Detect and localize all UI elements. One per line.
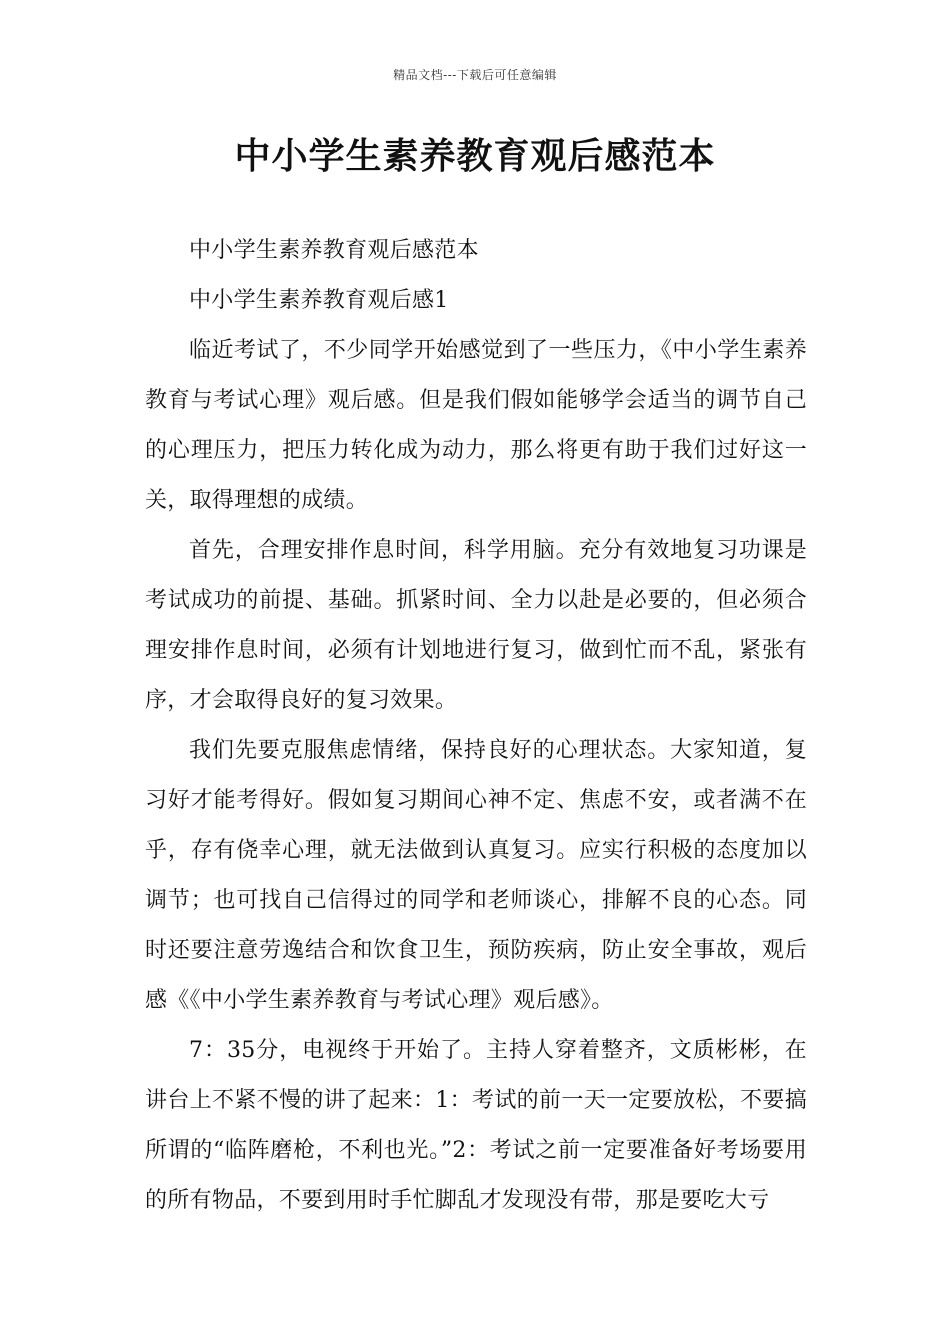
paragraph-section-heading: 中小学生素养教育观后感1 bbox=[189, 288, 449, 313]
paragraph-subtitle: 中小学生素养教育观后感范本 bbox=[189, 238, 479, 263]
header-note: 精品文档---下载后可任意编辑 bbox=[393, 68, 557, 82]
document-title: 中小学生素养教育观后感范本 bbox=[234, 135, 716, 177]
paragraph: 首先，合理安排作息时间，科学用脑。充分有效地复习功课是考试成功的前提、基础。抓紧时间、全力以赴是必要的，但必须合理安排作息时间，必须有计划地进行复习，做到忙而不乱，紧张有序，才会取得良好的复习效果。 bbox=[145, 538, 807, 713]
paragraph: 我们先要克服焦虑情绪，保持良好的心理状态。大家知道，复习好才能考得好。假如复习期间心神不定、焦虑不安，或者满不在乎，存有侥幸心理，就无法做到认真复习。应实行积极的态度加以调节；也可找自己信得过的同学和老师谈心，排解不良的心态。同时还要注意劳逸结合和饮食卫生，预防疾病，防止安全事故，观后感《《中小学生素养教育与考试心理》观后感》。 bbox=[145, 738, 807, 1013]
paragraph: 7：35分，电视终于开始了。主持人穿着整齐，文质彬彬，在讲台上不紧不慢的讲了起来：1：考试的前一天一定要放松，不要搞所谓的“临阵磨枪，不利也光。”2：考试之前一定要准备好考场要用的所有物品，不要到用时手忙脚乱才发现没有带，那是要吃大亏 bbox=[145, 1038, 807, 1213]
paragraph: 临近考试了，不少同学开始感觉到了一些压力，《中小学生素养教育与考试心理》观后感。但是我们假如能够学会适当的调节自己的心理压力，把压力转化成为动力，那么将更有助于我们过好这一关，取得理想的成绩。 bbox=[145, 338, 807, 513]
document-body bbox=[145, 226, 807, 1226]
